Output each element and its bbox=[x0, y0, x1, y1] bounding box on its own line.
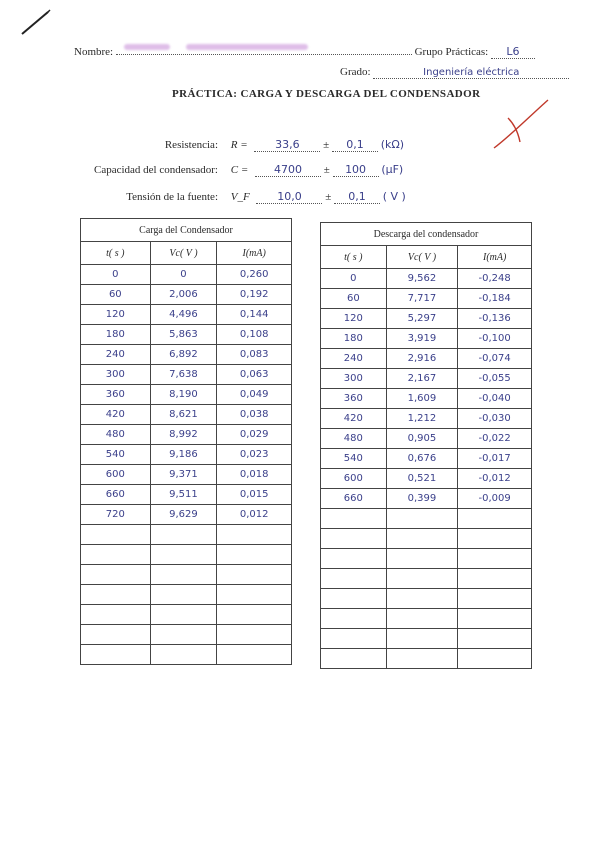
table-row bbox=[321, 649, 532, 669]
discharge-cell[interactable] bbox=[386, 529, 458, 549]
discharge-cell[interactable] bbox=[321, 569, 387, 589]
discharge-cell[interactable]: -0,248 bbox=[458, 269, 532, 289]
degree-label: Grado: bbox=[340, 66, 371, 78]
discharge-cell[interactable] bbox=[321, 549, 387, 569]
resistance-unit: (kΩ) bbox=[380, 138, 405, 151]
discharge-cell[interactable]: 600 bbox=[321, 469, 387, 489]
discharge-cell[interactable] bbox=[321, 609, 387, 629]
charge-cell[interactable]: 5,863 bbox=[150, 325, 217, 345]
discharge-cell[interactable]: -0,055 bbox=[458, 369, 532, 389]
voltage-error[interactable]: 0,1 bbox=[334, 190, 380, 204]
resistance-label: Resistencia: bbox=[164, 139, 218, 151]
charge-cell[interactable]: 0,108 bbox=[217, 325, 292, 345]
name-field[interactable] bbox=[116, 42, 412, 55]
discharge-cell[interactable] bbox=[386, 629, 458, 649]
discharge-cell[interactable]: -0,009 bbox=[458, 489, 532, 509]
charge-cell[interactable]: 60 bbox=[81, 285, 151, 305]
charge-cell[interactable] bbox=[150, 605, 217, 625]
degree-row bbox=[340, 66, 569, 79]
charge-cell[interactable]: 0,083 bbox=[217, 345, 292, 365]
charge-column-header: t( s ) bbox=[81, 242, 151, 265]
charge-cell[interactable]: 0,029 bbox=[217, 425, 292, 445]
charge-cell[interactable]: 7,638 bbox=[150, 365, 217, 385]
charge-cell[interactable]: 180 bbox=[81, 325, 151, 345]
charge-cell[interactable] bbox=[217, 625, 292, 645]
charge-column-header: Vc( V ) bbox=[150, 242, 217, 265]
charge-cell[interactable] bbox=[81, 565, 151, 585]
table-row bbox=[81, 605, 292, 625]
discharge-cell[interactable] bbox=[386, 549, 458, 569]
discharge-cell[interactable] bbox=[321, 649, 387, 669]
discharge-cell[interactable]: 0,521 bbox=[386, 469, 458, 489]
charge-cell[interactable]: 360 bbox=[81, 385, 151, 405]
table-row bbox=[321, 289, 532, 309]
charge-cell[interactable]: 0,049 bbox=[217, 385, 292, 405]
table-row bbox=[81, 485, 292, 505]
voltage-value[interactable]: 10,0 bbox=[256, 190, 322, 204]
discharge-cell[interactable]: 0 bbox=[321, 269, 387, 289]
discharge-cell[interactable]: 0,905 bbox=[386, 429, 458, 449]
discharge-cell[interactable] bbox=[386, 609, 458, 629]
charge-cell[interactable] bbox=[217, 585, 292, 605]
discharge-cell[interactable] bbox=[458, 609, 532, 629]
charge-cell[interactable] bbox=[217, 645, 292, 665]
discharge-caption-row bbox=[321, 223, 532, 246]
charge-cell[interactable]: 660 bbox=[81, 485, 151, 505]
resistance-symbol: R = bbox=[230, 139, 248, 151]
redacted-surname bbox=[186, 44, 308, 50]
table-row bbox=[81, 345, 292, 365]
voltage-label: Tensión de la fuente: bbox=[126, 191, 218, 203]
charge-caption: Carga del Condensador bbox=[81, 219, 292, 242]
table-row bbox=[81, 505, 292, 525]
capacitance-unit: (μF) bbox=[381, 163, 404, 176]
capacitance-error[interactable]: 100 bbox=[333, 163, 379, 177]
discharge-cell[interactable]: -0,022 bbox=[458, 429, 532, 449]
charge-cell[interactable] bbox=[81, 585, 151, 605]
resistance-pm: ± bbox=[323, 139, 330, 151]
discharge-cell[interactable]: -0,012 bbox=[458, 469, 532, 489]
voltage-symbol: V_F bbox=[230, 191, 250, 203]
param-resistance bbox=[100, 138, 404, 152]
discharge-cell[interactable]: 300 bbox=[321, 369, 387, 389]
param-voltage bbox=[100, 190, 406, 204]
charge-cell[interactable]: 0,015 bbox=[217, 485, 292, 505]
charge-cell[interactable]: 0,038 bbox=[217, 405, 292, 425]
table-row bbox=[321, 489, 532, 509]
discharge-cell[interactable]: -0,136 bbox=[458, 309, 532, 329]
charge-cell[interactable]: 420 bbox=[81, 405, 151, 425]
table-row bbox=[321, 469, 532, 489]
resistance-value[interactable]: 33,6 bbox=[254, 138, 320, 152]
charge-cell[interactable]: 300 bbox=[81, 365, 151, 385]
table-row bbox=[81, 425, 292, 445]
table-row bbox=[321, 329, 532, 349]
charge-cell[interactable] bbox=[150, 545, 217, 565]
charge-cell[interactable] bbox=[217, 565, 292, 585]
discharge-cell[interactable] bbox=[458, 589, 532, 609]
discharge-cell[interactable] bbox=[386, 509, 458, 529]
charge-cell[interactable] bbox=[81, 545, 151, 565]
practice-title: PRÁCTICA: CARGA Y DESCARGA DEL CONDENSADOR bbox=[172, 88, 481, 100]
charge-column-header: I(mA) bbox=[217, 242, 292, 265]
charge-cell[interactable]: 0,063 bbox=[217, 365, 292, 385]
discharge-cell[interactable]: 120 bbox=[321, 309, 387, 329]
table-row bbox=[81, 385, 292, 405]
charge-cell[interactable]: 9,371 bbox=[150, 465, 217, 485]
charge-cell[interactable]: 240 bbox=[81, 345, 151, 365]
discharge-cell[interactable]: -0,017 bbox=[458, 449, 532, 469]
table-row bbox=[81, 285, 292, 305]
discharge-cell[interactable]: 1,212 bbox=[386, 409, 458, 429]
discharge-cell[interactable]: 0,399 bbox=[386, 489, 458, 509]
charge-cell[interactable]: 9,511 bbox=[150, 485, 217, 505]
charge-cell[interactable] bbox=[150, 525, 217, 545]
voltage-pm: ± bbox=[325, 191, 332, 203]
table-row bbox=[321, 429, 532, 449]
charge-cell[interactable] bbox=[217, 605, 292, 625]
charge-cell[interactable]: 0,144 bbox=[217, 305, 292, 325]
discharge-cell[interactable]: 240 bbox=[321, 349, 387, 369]
charge-cell[interactable] bbox=[150, 585, 217, 605]
discharge-cell[interactable] bbox=[321, 529, 387, 549]
table-row bbox=[81, 405, 292, 425]
table-row bbox=[321, 409, 532, 429]
discharge-cell[interactable]: 7,717 bbox=[386, 289, 458, 309]
discharge-cell[interactable]: 420 bbox=[321, 409, 387, 429]
charge-cell[interactable]: 8,621 bbox=[150, 405, 217, 425]
discharge-cell[interactable]: 5,297 bbox=[386, 309, 458, 329]
discharge-cell[interactable] bbox=[458, 569, 532, 589]
name-row bbox=[74, 42, 535, 59]
discharge-cell[interactable]: 2,167 bbox=[386, 369, 458, 389]
charge-cell[interactable]: 8,992 bbox=[150, 425, 217, 445]
capacitance-symbol: C = bbox=[230, 164, 249, 176]
discharge-caption: Descarga del condensador bbox=[321, 223, 532, 246]
table-row bbox=[321, 269, 532, 289]
redacted-name bbox=[124, 44, 170, 50]
discharge-cell[interactable]: -0,040 bbox=[458, 389, 532, 409]
discharge-header-row bbox=[321, 246, 532, 269]
charge-cell[interactable]: 540 bbox=[81, 445, 151, 465]
charge-cell[interactable]: 8,190 bbox=[150, 385, 217, 405]
discharge-cell[interactable] bbox=[386, 569, 458, 589]
discharge-cell[interactable] bbox=[386, 589, 458, 609]
discharge-cell[interactable] bbox=[458, 529, 532, 549]
discharge-cell[interactable]: 660 bbox=[321, 489, 387, 509]
table-row bbox=[321, 629, 532, 649]
table-row bbox=[321, 309, 532, 329]
charge-cell[interactable] bbox=[81, 525, 151, 545]
group-value[interactable]: L6 bbox=[491, 45, 535, 59]
charge-cell[interactable] bbox=[81, 605, 151, 625]
table-row bbox=[81, 305, 292, 325]
table-row bbox=[81, 625, 292, 645]
table-row bbox=[321, 449, 532, 469]
charge-cell[interactable]: 9,629 bbox=[150, 505, 217, 525]
charge-cell[interactable]: 720 bbox=[81, 505, 151, 525]
charge-caption-row bbox=[81, 219, 292, 242]
correction-mark bbox=[490, 96, 554, 156]
discharge-cell[interactable]: -0,184 bbox=[458, 289, 532, 309]
charge-cell[interactable]: 2,006 bbox=[150, 285, 217, 305]
charge-cell[interactable]: 600 bbox=[81, 465, 151, 485]
table-row bbox=[321, 529, 532, 549]
table-row bbox=[321, 569, 532, 589]
discharge-cell[interactable]: 360 bbox=[321, 389, 387, 409]
charge-cell[interactable]: 6,892 bbox=[150, 345, 217, 365]
table-row bbox=[321, 549, 532, 569]
charge-cell[interactable] bbox=[150, 645, 217, 665]
table-row bbox=[81, 325, 292, 345]
table-row bbox=[81, 365, 292, 385]
discharge-cell[interactable] bbox=[458, 649, 532, 669]
capacitance-label: Capacidad del condensador: bbox=[93, 164, 218, 176]
discharge-cell[interactable] bbox=[458, 549, 532, 569]
discharge-cell[interactable] bbox=[321, 629, 387, 649]
discharge-cell[interactable]: 9,562 bbox=[386, 269, 458, 289]
table-row bbox=[81, 585, 292, 605]
discharge-cell[interactable]: -0,074 bbox=[458, 349, 532, 369]
table-row bbox=[81, 525, 292, 545]
charge-cell[interactable]: 0,260 bbox=[217, 265, 292, 285]
charge-cell[interactable] bbox=[217, 545, 292, 565]
degree-value[interactable]: Ingeniería eléctrica bbox=[373, 67, 569, 79]
discharge-cell[interactable] bbox=[458, 509, 532, 529]
discharge-cell[interactable]: -0,100 bbox=[458, 329, 532, 349]
charge-cell[interactable]: 4,496 bbox=[150, 305, 217, 325]
discharge-cell[interactable]: 540 bbox=[321, 449, 387, 469]
voltage-unit: ( V ) bbox=[382, 190, 406, 203]
discharge-table bbox=[320, 222, 532, 669]
charge-cell[interactable]: 0 bbox=[81, 265, 151, 285]
discharge-cell[interactable]: 1,609 bbox=[386, 389, 458, 409]
capacitance-pm: ± bbox=[323, 164, 330, 176]
charge-table bbox=[80, 218, 292, 665]
charge-cell[interactable]: 0,192 bbox=[217, 285, 292, 305]
discharge-column-header: Vc( V ) bbox=[386, 246, 458, 269]
group-label: Grupo Prácticas: bbox=[414, 46, 489, 58]
table-row bbox=[81, 645, 292, 665]
charge-cell[interactable]: 0,023 bbox=[217, 445, 292, 465]
charge-cell[interactable] bbox=[81, 645, 151, 665]
charge-header-row bbox=[81, 242, 292, 265]
table-row bbox=[321, 589, 532, 609]
charge-cell[interactable]: 0,012 bbox=[217, 505, 292, 525]
name-label: Nombre: bbox=[74, 46, 114, 58]
charge-cell[interactable]: 0,018 bbox=[217, 465, 292, 485]
discharge-cell[interactable]: 60 bbox=[321, 289, 387, 309]
table-row bbox=[321, 349, 532, 369]
table-row bbox=[81, 445, 292, 465]
discharge-cell[interactable]: -0,030 bbox=[458, 409, 532, 429]
table-row bbox=[321, 609, 532, 629]
resistance-error[interactable]: 0,1 bbox=[332, 138, 378, 152]
charge-cell[interactable]: 480 bbox=[81, 425, 151, 445]
discharge-cell[interactable]: 480 bbox=[321, 429, 387, 449]
table-row bbox=[81, 465, 292, 485]
param-capacitance bbox=[86, 163, 403, 177]
charge-cell[interactable] bbox=[81, 625, 151, 645]
charge-cell[interactable]: 0 bbox=[150, 265, 217, 285]
charge-cell[interactable] bbox=[150, 565, 217, 585]
discharge-cell[interactable]: 180 bbox=[321, 329, 387, 349]
discharge-cell[interactable] bbox=[321, 509, 387, 529]
table-row bbox=[81, 545, 292, 565]
table-row bbox=[321, 509, 532, 529]
discharge-column-header: t( s ) bbox=[321, 246, 387, 269]
charge-cell[interactable]: 9,186 bbox=[150, 445, 217, 465]
discharge-cell[interactable]: 2,916 bbox=[386, 349, 458, 369]
capacitance-value[interactable]: 4700 bbox=[255, 163, 321, 177]
charge-cell[interactable]: 120 bbox=[81, 305, 151, 325]
discharge-cell[interactable]: 0,676 bbox=[386, 449, 458, 469]
table-row bbox=[81, 265, 292, 285]
discharge-cell[interactable] bbox=[458, 629, 532, 649]
pen-stroke-mark bbox=[18, 8, 52, 38]
table-row bbox=[321, 369, 532, 389]
discharge-cell[interactable] bbox=[386, 649, 458, 669]
charge-cell[interactable] bbox=[217, 525, 292, 545]
table-row bbox=[321, 389, 532, 409]
discharge-cell[interactable] bbox=[321, 589, 387, 609]
discharge-column-header: I(mA) bbox=[458, 246, 532, 269]
discharge-cell[interactable]: 3,919 bbox=[386, 329, 458, 349]
table-row bbox=[81, 565, 292, 585]
charge-cell[interactable] bbox=[150, 625, 217, 645]
